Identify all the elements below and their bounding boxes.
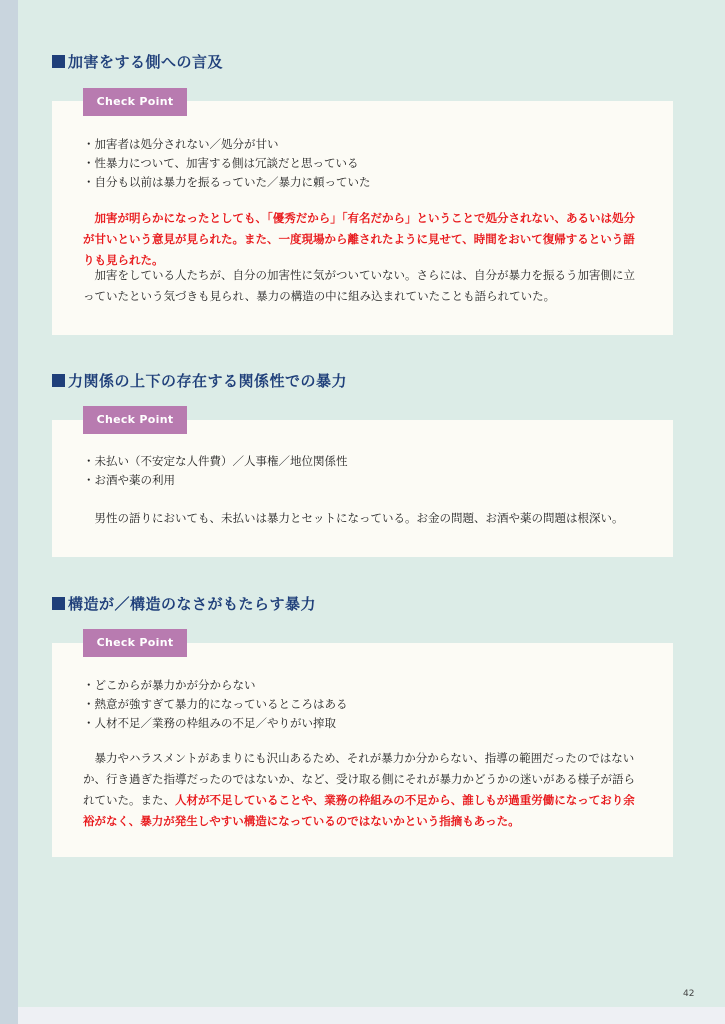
list-item: ・加害者は処分されない／処分が甘い [83,137,279,151]
list-item: ・自分も以前は暴力を振るっていた／暴力に頼っていた [83,175,371,189]
square-bullet-icon [52,374,65,387]
left-edge-strip [0,0,18,1024]
square-bullet-icon [52,55,65,68]
section1-highlight-paragraph: 加害が明らかになったとしても、「優秀だから」「有名だから」ということで処分されない、あるいは処分が甘いという意見が見られた。また、一度現場から離されたように見せて、時間をおいて復帰するという語りも見られた。 [83,211,635,267]
list-item: ・どこからが暴力かが分からない [83,678,256,692]
section2-check-point-label: Check Point [83,406,187,434]
list-item: ・未払い（不安定な人件費）／人事権／地位関係性 [83,454,348,468]
section3-check-point-label: Check Point [83,629,187,657]
list-item: ・性暴力について、加害する側は冗談だと思っている [83,156,359,170]
section3-title-text: 構造が／構造のなさがもたらす暴力 [68,595,317,613]
list-item: ・熱意が強すぎて暴力的になっているところはある [83,697,348,711]
bottom-band-corner [0,1007,18,1024]
section3-paragraph [83,748,643,832]
section1-title [52,51,223,72]
section3-paragraph-highlight: 人材が不足していることや、業務の枠組みの不足から、誰しもが過重労働になっており余裕がなく、暴力が発生しやすい構造になっているのではないかという指摘もあった。 [83,793,635,828]
section1-check-point-label: Check Point [83,88,187,116]
section1-paragraph: 加害をしている人たちが、自分の加害性に気がついていない。さらには、自分が暴力を振るう加害側に立っていたという気づきも見られ、暴力の構造の中に組み込まれていたことも語られていた。 [83,268,635,303]
bottom-band [0,1007,725,1024]
section2-title [52,370,347,391]
list-item: ・人材不足／業務の枠組みの不足／やりがい搾取 [83,716,336,730]
section1-bullet-list [83,135,371,192]
section2-bullet-list [83,452,348,490]
section3-title [52,593,316,614]
list-item: ・お酒や薬の利用 [83,473,175,487]
section3-paragraph-text: 暴力やハラスメントがあまりにも沢山あるため、それが暴力か分からない、指導の範囲だったのではないか、行き過ぎた指導だったのではないか、など、受け取る側にそれが暴力かどうかの迷いがある様子が語られていた。また、 [83,751,635,807]
page-number: 42 [683,989,695,999]
section1-title-text: 加害をする側への言及 [68,53,224,71]
section3-bullet-list [83,676,348,733]
section2-paragraph: 男性の語りにおいても、未払いは暴力とセットになっている。お金の問題、お酒や薬の問題は根深い。 [83,511,624,525]
square-bullet-icon [52,597,65,610]
section2-title-text: 力関係の上下の存在する関係性での暴力 [68,372,348,390]
